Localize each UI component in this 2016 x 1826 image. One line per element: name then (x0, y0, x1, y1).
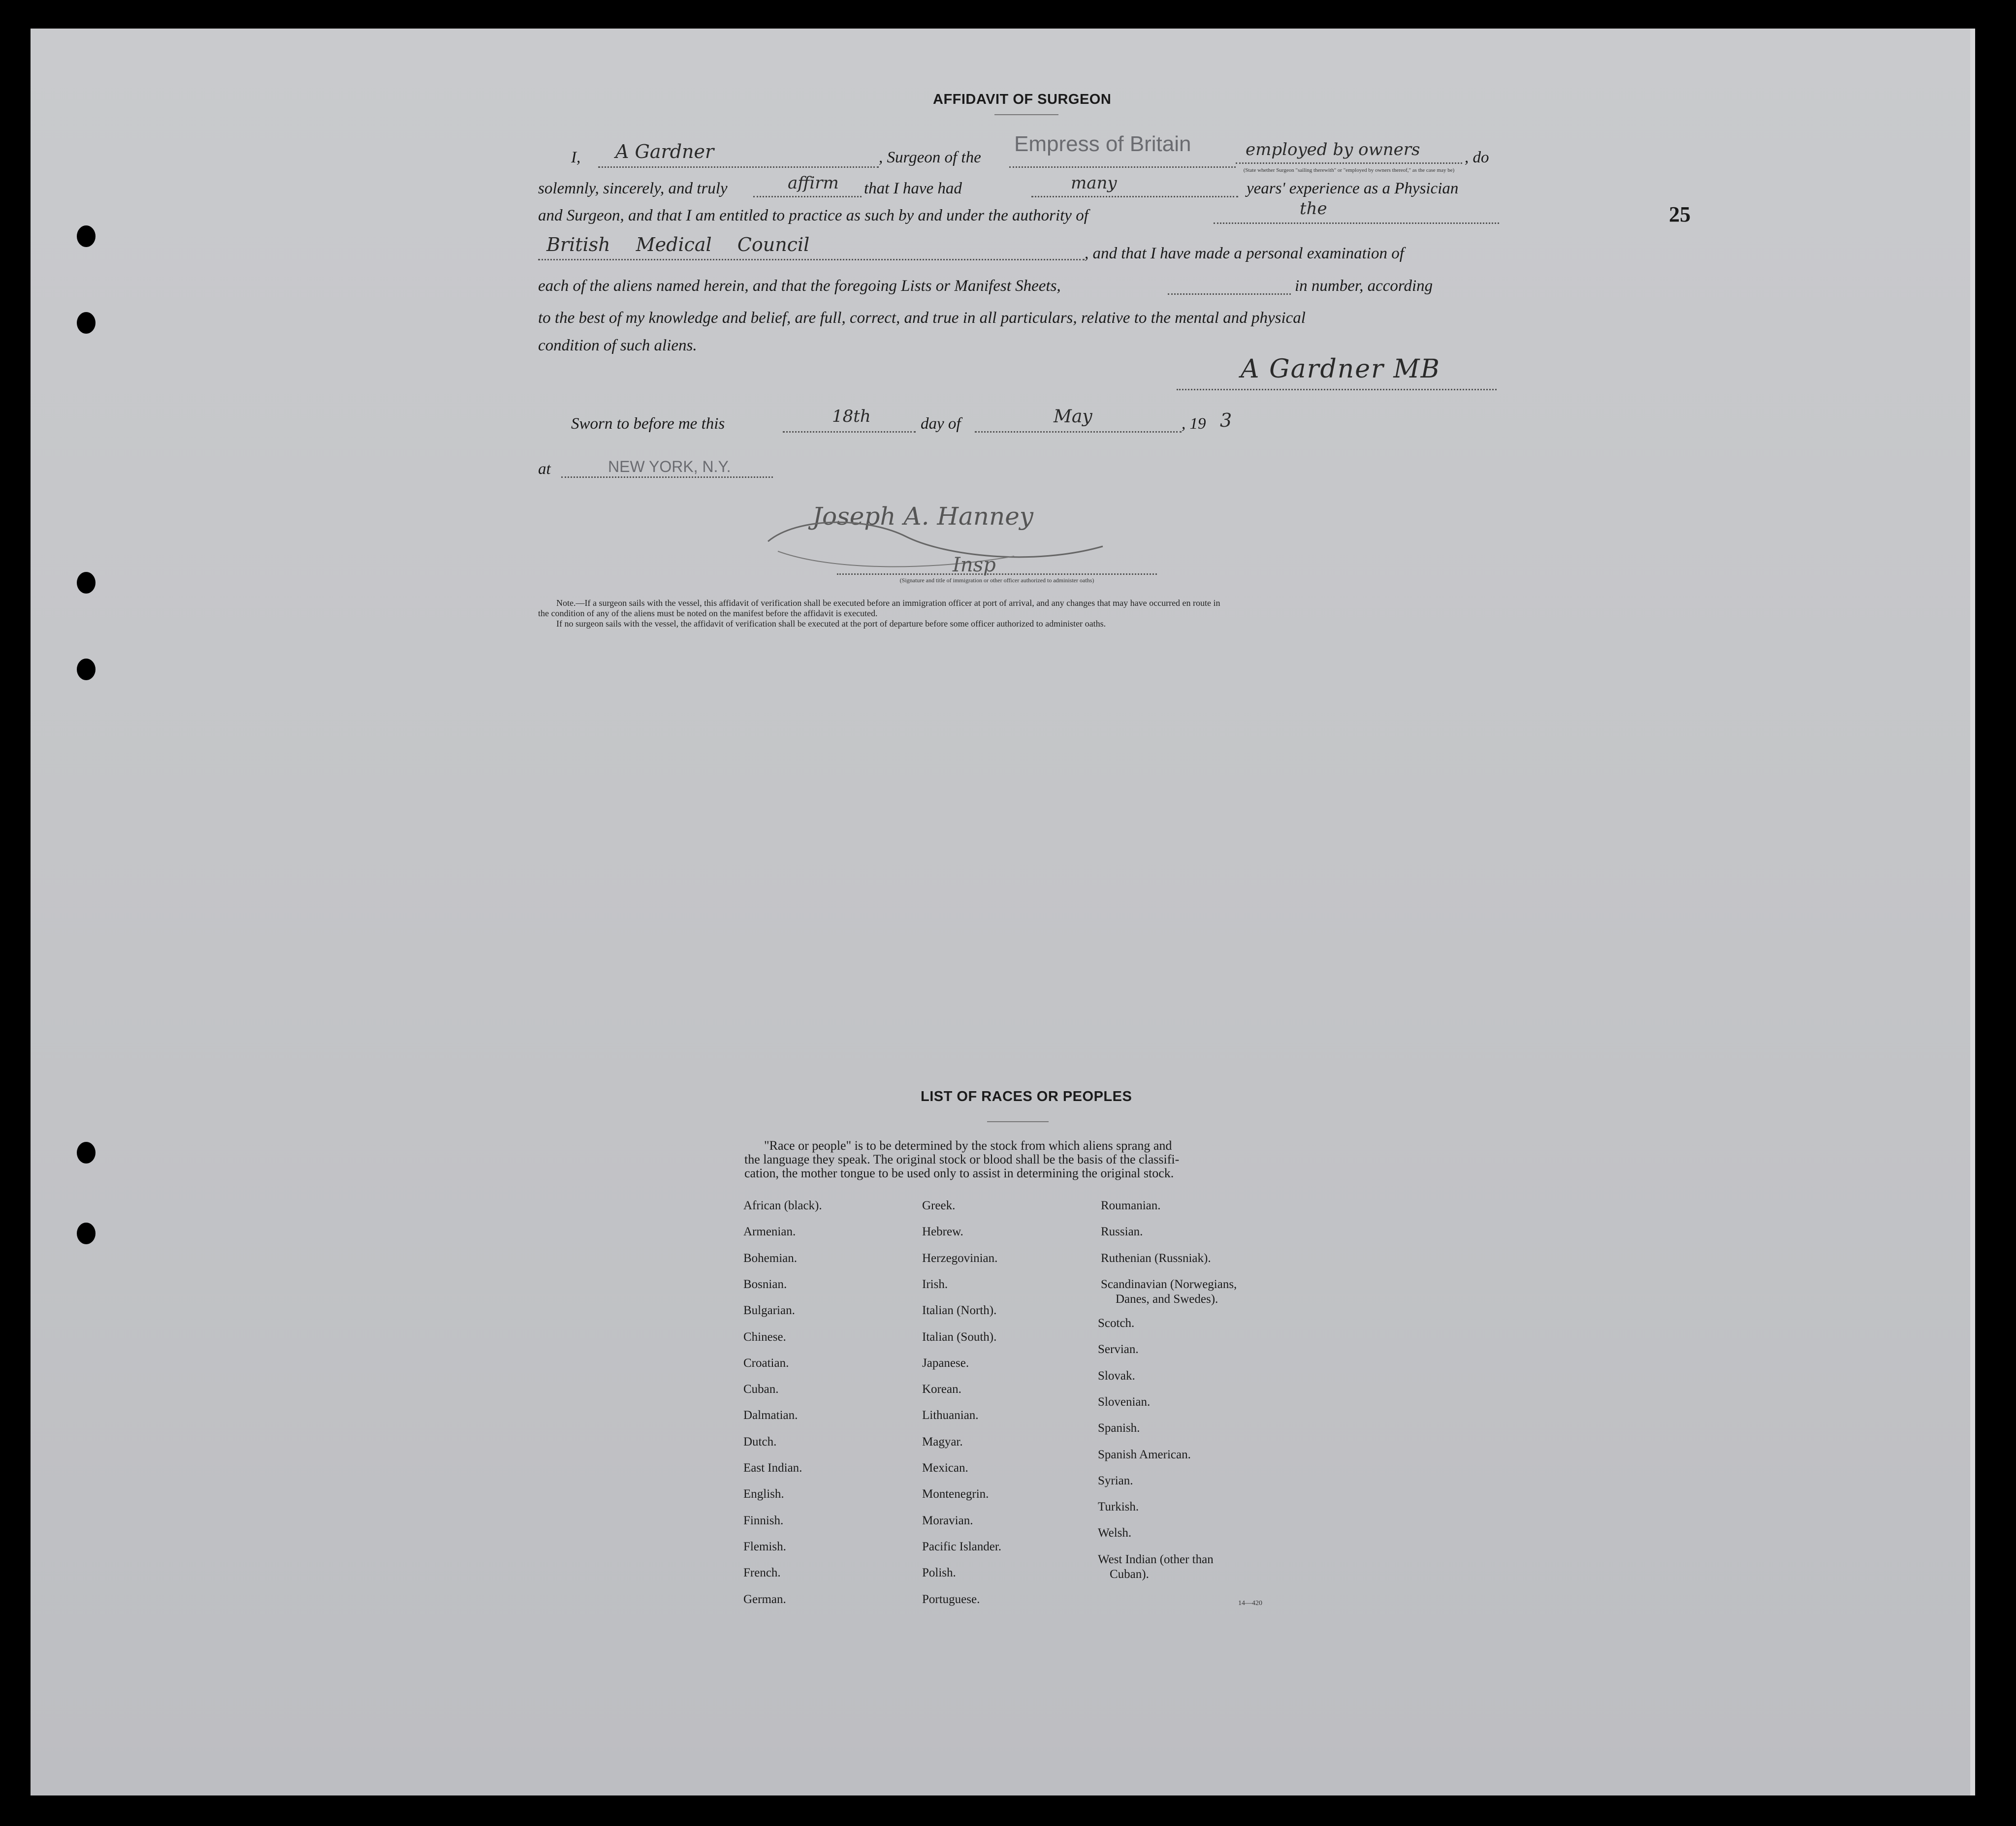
race-entry: Spanish. (1098, 1421, 1140, 1435)
page-number: 25 (1669, 202, 1691, 226)
state-note: (State whether Surgeon "sailing therewith" or "employed by owners thereof," as the case may be) (1243, 167, 1455, 173)
field-years-line (1031, 196, 1238, 197)
race-entry: Slovak. (1098, 1369, 1135, 1383)
race-entry: Irish. (922, 1277, 948, 1291)
race-entry: Magyar. (922, 1435, 963, 1448)
place-stamp: NEW YORK, N.Y. (608, 458, 731, 475)
race-entry: Polish. (922, 1566, 956, 1580)
note-line-1: Note.—If a surgeon sails with the vessel, this affidavit of verification shall be executed before an immigration officer at port of arrival, and any changes that may have occurred en route in (556, 598, 1220, 608)
hw-surgeon-name: A Gardner (615, 141, 714, 162)
hw-day: 18th (832, 407, 871, 426)
race-entry: African (black). (743, 1199, 822, 1212)
field-place-line (561, 476, 773, 478)
race-entry: Lithuanian. (922, 1409, 979, 1422)
label-best-knowledge: to the best of my knowledge and belief, are full, correct, and true in all particulars, relative to the mental and physical (538, 309, 1306, 327)
race-entry: Japanese. (922, 1356, 969, 1370)
race-entry: Russian. (1101, 1225, 1143, 1239)
label-that-had: that I have had (864, 180, 962, 197)
race-entry: Flemish. (743, 1540, 786, 1553)
race-entry: Turkish. (1098, 1500, 1139, 1514)
binder-hole (77, 659, 96, 680)
binder-hole (77, 1223, 96, 1244)
race-entry: Welsh. (1098, 1526, 1132, 1540)
field-day-line (783, 431, 916, 433)
race-entry: Italian (South). (922, 1330, 997, 1344)
label-day-of: day of (921, 415, 961, 433)
field-employed-line (1236, 162, 1462, 164)
hw-employed: employed by owners (1246, 140, 1420, 159)
title-rule (994, 114, 1058, 115)
field-sheets-line (1168, 293, 1291, 295)
hw-affirm: affirm (788, 173, 839, 193)
race-entry: Dutch. (743, 1435, 777, 1448)
race-entry: English. (743, 1487, 784, 1501)
race-entry: Portuguese. (922, 1592, 980, 1606)
hw-year: 3 (1220, 409, 1232, 431)
field-authority-line-2 (538, 259, 1085, 260)
race-entry: Ruthenian (Russniak). (1101, 1251, 1211, 1265)
hw-month: May (1054, 407, 1092, 427)
label-personal-exam: , and that I have made a personal examination of (1085, 245, 1404, 262)
race-entry: Cuban. (743, 1383, 779, 1396)
label-years: years' experience as a Physician (1247, 180, 1459, 197)
race-entry: Korean. (922, 1383, 961, 1396)
signature-flourish (758, 507, 1113, 576)
label-i: I, (571, 149, 581, 166)
race-entry: Dalmatian. (743, 1409, 798, 1422)
race-entry-continuation: Cuban). (1110, 1568, 1149, 1581)
field-ship-line (1009, 166, 1236, 168)
races-title: LIST OF RACES OR PEOPLES (921, 1089, 1132, 1104)
race-entry: Herzegovinian. (922, 1251, 998, 1265)
race-entry: Greek. (922, 1199, 956, 1212)
race-entry: Montenegrin. (922, 1487, 989, 1501)
binder-hole (77, 225, 96, 247)
race-entry: Servian. (1098, 1343, 1139, 1356)
label-in-number: in number, according (1295, 277, 1433, 295)
hw-authority-1: the (1300, 199, 1327, 219)
affidavit-title: AFFIDAVIT OF SURGEON (933, 92, 1112, 107)
race-entry: Hebrew. (922, 1225, 963, 1239)
race-entry: Syrian. (1098, 1474, 1133, 1487)
race-entry: West Indian (other than (1098, 1552, 1214, 1566)
races-intro-3: cation, the mother tongue to be used only to assist in determining the original stock. (744, 1166, 1174, 1180)
officer-signature-line (837, 573, 1157, 575)
race-entry: Scotch. (1098, 1317, 1135, 1330)
ship-stamp: Empress of Britain (1014, 132, 1191, 156)
race-entry: Croatian. (743, 1356, 789, 1370)
label-condition: condition of such aliens. (538, 337, 697, 354)
binder-hole (77, 312, 96, 334)
binder-hole (77, 572, 96, 594)
officer-signature-caption: (Signature and title of immigration or other officer authorized to administer oaths) (899, 577, 1094, 584)
hw-authority-2: British Medical Council (546, 234, 810, 255)
field-affirm-line (753, 196, 862, 197)
label-solemnly: solemnly, sincerely, and truly (538, 180, 728, 197)
race-entry: Finnish. (743, 1513, 784, 1527)
label-and-surgeon: and Surgeon, and that I am entitled to practice as such by and under the authority of (538, 207, 1088, 224)
race-entry: Pacific Islander. (922, 1540, 1002, 1553)
race-entry: French. (743, 1566, 781, 1580)
officer-signature: Joseph A. Hanney (812, 502, 1034, 531)
label-19: , 19 (1182, 415, 1206, 433)
label-each-alien: each of the aliens named herein, and that the foregoing Lists or Manifest Sheets, (538, 277, 1061, 295)
form-code: 14—420 (1238, 1600, 1262, 1607)
race-entry: Chinese. (743, 1330, 786, 1344)
signature-line (1177, 389, 1497, 390)
hw-years: many (1071, 173, 1117, 193)
race-entry: Bohemian. (743, 1251, 798, 1265)
label-sworn: Sworn to before me this (571, 415, 725, 433)
note-line-3: If no surgeon sails with the vessel, the affidavit of verification shall be executed at the port of departure before some officer authorized to administer oaths. (556, 619, 1106, 629)
race-entry: German. (743, 1592, 786, 1606)
race-entry: Armenian. (743, 1225, 796, 1239)
race-entry: Spanish American. (1098, 1448, 1191, 1461)
field-authority-line (1214, 222, 1499, 224)
officer-title: Insp (953, 554, 996, 576)
field-month-line (975, 431, 1182, 433)
race-entry: Bulgarian. (743, 1304, 795, 1318)
label-at: at (538, 460, 551, 478)
race-entry: Slovenian. (1098, 1395, 1151, 1409)
race-entry: Italian (North). (922, 1304, 997, 1318)
race-entry: Moravian. (922, 1513, 973, 1527)
race-entry: Mexican. (922, 1461, 968, 1475)
label-do: , do (1465, 149, 1489, 166)
surgeon-signature: A Gardner MB (1241, 354, 1440, 384)
race-entry: Scandinavian (Norwegians, (1101, 1277, 1237, 1291)
race-entry: Bosnian. (743, 1277, 787, 1291)
note-line-2: the condition of any of the aliens must be noted on the manifest before the affidavit is executed. (538, 608, 878, 618)
race-entry: East Indian. (743, 1461, 802, 1475)
races-intro-2: the language they speak. The original stock or blood shall be the basis of the classifi- (744, 1152, 1180, 1166)
races-title-rule (987, 1121, 1049, 1122)
race-entry: Roumanian. (1101, 1199, 1161, 1212)
label-surgeon-of: , Surgeon of the (879, 149, 981, 166)
binder-hole (77, 1142, 96, 1164)
field-name-line (598, 166, 879, 168)
races-intro-1: "Race or people" is to be determined by the stock from which aliens sprang and (764, 1138, 1172, 1153)
race-entry-continuation: Danes, and Swedes). (1116, 1292, 1218, 1306)
